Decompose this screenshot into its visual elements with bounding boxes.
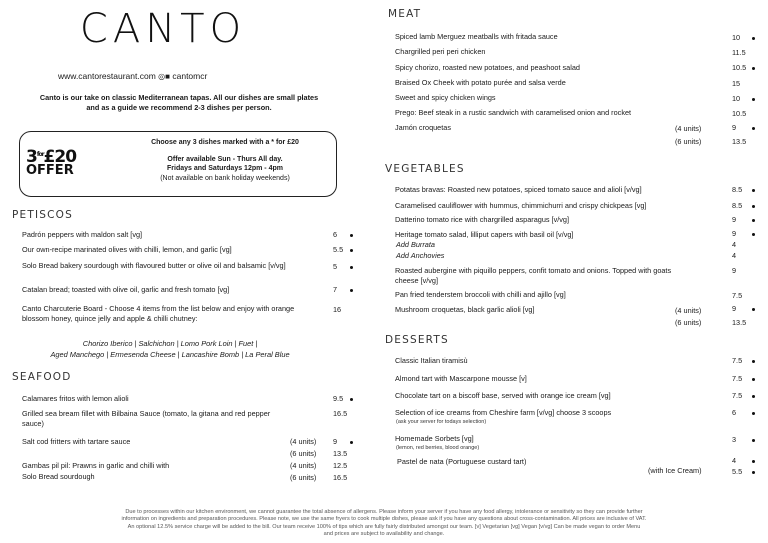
offer-star-icon — [752, 360, 755, 363]
item-price: 9.5 — [333, 394, 344, 403]
menu-item: Canto Charcuterie Board - Choose 4 items from the list below and enjoy with orange blossom honey, quince jelly and apple & chilli chutney: — [22, 304, 295, 323]
website-url[interactable]: www.cantorestaurant.com — [58, 71, 156, 81]
menu-item: Salt cod fritters with tartare sauce — [22, 437, 131, 446]
item-price: 9 — [732, 266, 737, 275]
item-price: 7 — [333, 285, 338, 294]
item-price: 16 — [333, 305, 342, 314]
item-price: 7.5 — [732, 291, 743, 300]
item-price: 13.5 — [732, 318, 747, 327]
offer-star-icon — [752, 219, 755, 222]
offer-line-1: Choose any 3 dishes marked with a * for £20 — [151, 139, 299, 146]
item-price: 7.5 — [732, 356, 743, 365]
item-price: 3 — [732, 435, 737, 444]
offer-text — [120, 138, 330, 183]
menu-item: Caramelised cauliflower with hummus, chimmichurri and crispy chickpeas [vg] — [395, 201, 647, 210]
section-title-petiscos: PETISCOS — [12, 209, 74, 221]
allergen-footer — [25, 509, 743, 539]
unit-size: (4 units) — [290, 461, 317, 470]
menu-item: Datterino tomato rice with chargrilled asparagus [v/vg] — [395, 215, 569, 224]
menu-item: Almond tart with Mascarpone mousse [v] — [395, 374, 527, 383]
offer-star-icon — [350, 266, 353, 269]
menu-item: Roasted aubergine with piquillo peppers, confit tomato and onions. Topped with goats cheese [v/vg] — [395, 266, 672, 285]
menu-item: Homemade Sorbets [vg] — [395, 434, 474, 443]
item-price: 10.5 — [732, 109, 747, 118]
offer-star-icon — [752, 233, 755, 236]
footer-line-4: and prices are subject to availability and change. — [323, 531, 445, 538]
offer-star-icon — [752, 37, 755, 40]
item-price: 9 — [333, 437, 338, 446]
item-price: 9 — [732, 304, 737, 313]
item-price: 9 — [732, 123, 737, 132]
item-price: 6 — [333, 230, 338, 239]
item-price: 5 — [333, 262, 338, 271]
item-price: 4 — [732, 251, 737, 260]
menu-item: Braised Ox Cheek with potato purée and salsa verde — [395, 78, 566, 87]
menu-item: Potatas bravas: Roasted new potatoes, spiced tomato sauce and alioli [v/vg] — [395, 185, 642, 194]
item-price: 7.5 — [732, 374, 743, 383]
menu-item: Classic Italian tiramisù — [395, 356, 468, 365]
offer-line-2: Offer available Sun - Thurs All day. — [167, 155, 283, 163]
item-price: 10 — [732, 33, 741, 42]
unit-size: (4 units) — [675, 306, 702, 315]
footer-line-1: Due to processes within our kitchen environment, we cannot guarantee the total absence of allergens. Please inform your server if you have any food allergy, intolerance or sensitivity so they can provide further — [125, 509, 643, 515]
offer-star-icon — [350, 249, 353, 252]
item-note: (lemon, red berries, blood orange) — [396, 445, 480, 451]
section-title-meat: MEAT — [388, 8, 422, 20]
menu-item: Spicy chorizo, roasted new potatoes, and peashoot salad — [395, 63, 580, 72]
item-price: 10 — [732, 94, 741, 103]
menu-item: Pan fried tenderstem broccoli with chilli and ajillo [vg] — [395, 290, 566, 299]
menu-item: Jamón croquetas — [395, 123, 451, 132]
offer-star-icon — [752, 378, 755, 381]
footer-line-2: information on ingredients and preparation procedures. Please note, we use the same fryers to cook multiple dishes, please ask if you have any questions about cross-contamination. All prices are inclusive of VAT. — [121, 516, 647, 523]
offer-star-icon — [752, 471, 755, 474]
offer-star-icon — [752, 205, 755, 208]
offer-star-icon — [752, 127, 755, 130]
social-handle: cantomcr — [172, 71, 208, 81]
menu-item: Our own-recipe marinated olives with chilli, lemon, and garlic [vg] — [22, 245, 232, 254]
item-variant: (with Ice Cream) — [648, 466, 702, 475]
item-price: 10.5 — [732, 63, 747, 72]
item-price: 9 — [732, 215, 737, 224]
offer-star-icon — [752, 439, 755, 442]
offer-star-icon — [350, 234, 353, 237]
offer-line-4: (Not available on bank holiday weekends) — [160, 174, 290, 182]
offer-star-icon — [752, 308, 755, 311]
unit-size: (6 units) — [290, 473, 317, 482]
intro-line-1: Canto is our take on classic Mediterranean tapas. All our dishes are small plates — [39, 93, 319, 102]
charcuterie-line-1: Chorizo Iberico | Salchichon | Lomo Pork Loin | Fuet | — [82, 339, 258, 348]
intro-line-2: and as a guide we recommend 2-3 dishes per person. — [86, 103, 272, 112]
item-price: 16.5 — [333, 409, 348, 418]
badge-three: 3 — [26, 147, 37, 167]
item-price: 7.5 — [732, 391, 743, 400]
menu-item: Heritage tomato salad, lilliput capers with basil oil [v/vg] — [395, 230, 574, 239]
section-title-seafood: SEAFOOD — [12, 371, 72, 383]
menu-item: Chargrilled peri peri chicken — [395, 47, 486, 56]
section-title-desserts: DESSERTS — [385, 334, 449, 346]
item-price: 11.5 — [732, 48, 746, 57]
offer-star-icon — [752, 189, 755, 192]
menu-item: Mushroom croquetas, black garlic alioli [vg] — [395, 305, 535, 314]
item-price: 5.5 — [333, 245, 344, 254]
menu-item: Sweet and spicy chicken wings — [395, 93, 496, 102]
menu-item: Calamares fritos with lemon alioli — [22, 394, 129, 403]
offer-star-icon — [752, 412, 755, 415]
footer-line-3: An optional 12.5% service charge will be added to the bill. Our team receive 100% of tips which are fully fairly distributed amongst our team. [v] Vegetarian [vg] Vegan [v/vg] Can be made vegan to order Menu — [127, 523, 641, 530]
menu-item: Grilled sea bream fillet with Bilbaina Sauce (tomato, la gitana and red pepper sauce) — [22, 409, 271, 428]
offer-star-icon — [350, 289, 353, 292]
offer-star-icon — [350, 441, 353, 444]
badge-for: for — [36, 151, 44, 158]
menu-item: Catalan bread; toasted with olive oil, garlic and fresh tomato [vg] — [22, 285, 230, 294]
offer-star-icon — [752, 67, 755, 70]
offer-star-icon — [752, 98, 755, 101]
unit-size: (4 units) — [290, 437, 317, 446]
unit-size: (6 units) — [290, 449, 317, 458]
website-line — [58, 71, 207, 81]
menu-item: Padrón peppers with maldon salt [vg] — [22, 230, 143, 239]
brand-logo: CANTO — [79, 6, 247, 52]
menu-item: Chocolate tart on a biscoff base, served with orange ice cream [vg] — [395, 391, 611, 400]
menu-item: Gambas pil pil: Prawns in garlic and chilli with — [22, 461, 170, 470]
charcuterie-line-2: Aged Manchego | Ermesenda Cheese | Lancashire Bomb | La Peral Blue — [50, 349, 290, 359]
unit-size: (6 units) — [675, 318, 702, 327]
item-price: 15 — [732, 79, 741, 88]
unit-size: (4 units) — [675, 124, 702, 133]
item-price: 4 — [732, 240, 737, 249]
item-price: 12.5 — [333, 461, 348, 470]
badge-offer: OFFER — [26, 163, 74, 178]
menu-item-cont: Solo Bread sourdough — [22, 472, 95, 481]
menu-item: Pastel de nata (Portuguese custard tart) — [397, 457, 527, 466]
add-on: Add Anchovies — [396, 251, 445, 260]
item-price: 9 — [732, 229, 737, 238]
menu-item: Spiced lamb Merguez meatballs with fritada sauce — [395, 32, 558, 41]
item-price: 8.5 — [732, 185, 743, 194]
item-price: 6 — [732, 408, 737, 417]
add-on: Add Burrata — [396, 240, 435, 249]
item-price: 16.5 — [333, 473, 348, 482]
menu-item: Solo Bread bakery sourdough with flavoured butter or olive oil and balsamic [v/vg] — [22, 261, 286, 270]
offer-star-icon — [752, 460, 755, 463]
item-price: 13.5 — [333, 449, 348, 458]
menu-item: Selection of ice creams from Cheshire farm [v/vg] choose 3 scoops — [395, 408, 612, 417]
item-price: 4 — [732, 456, 737, 465]
menu-item: Prego: Beef steak in a rustic sandwich with caramelised onion and rocket — [395, 108, 632, 117]
offer-badge — [26, 147, 88, 178]
badge-price: £20 — [43, 147, 77, 167]
offer-line-3: Fridays and Saturdays 12pm - 4pm — [167, 165, 283, 172]
intro-text — [20, 93, 338, 113]
offer-star-icon — [350, 398, 353, 401]
item-price: 13.5 — [732, 137, 747, 146]
item-price: 5.5 — [732, 467, 743, 476]
unit-size: (6 units) — [675, 137, 702, 146]
social-icons: ◎■ — [158, 72, 170, 81]
item-note: (ask your server for todays selection) — [396, 419, 487, 425]
section-title-vegetables: VEGETABLES — [385, 163, 465, 175]
offer-star-icon — [752, 395, 755, 398]
item-price: 8.5 — [732, 201, 743, 210]
charcuterie-options — [20, 339, 320, 360]
